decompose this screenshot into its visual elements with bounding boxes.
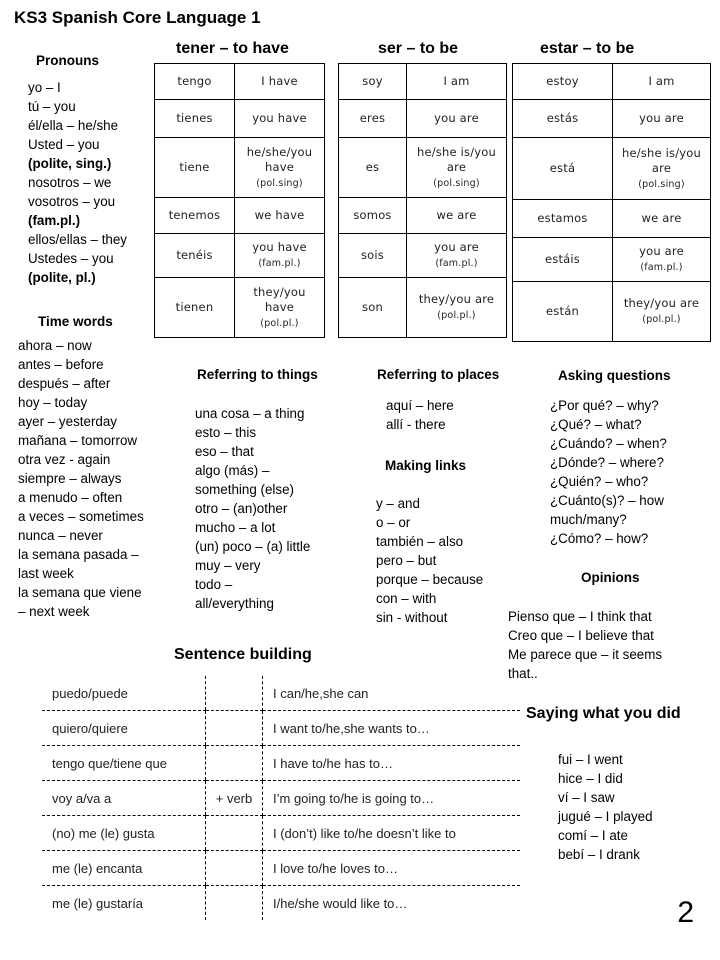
list-item: Creo que – I believe that	[508, 628, 654, 643]
english-phrase: I’m going to/he is going to…	[263, 781, 521, 816]
list-item: allí - there	[386, 417, 446, 432]
table-row	[339, 64, 507, 100]
usage-note: (pol.pl.)	[260, 317, 299, 329]
asking-questions-heading: Asking questions	[558, 368, 671, 383]
saying-did-list	[558, 750, 653, 864]
english-text: he/she is/you are	[621, 145, 702, 175]
list-item: nosotros – we	[28, 175, 112, 190]
list-item: una cosa – a thing	[195, 406, 305, 421]
list-item: nunca – never	[18, 528, 103, 543]
connector	[206, 851, 263, 886]
spanish-form: tienes	[155, 100, 235, 138]
list-item: (un) poco – (a) little	[195, 539, 311, 554]
tener-table	[154, 63, 325, 338]
list-item: ellos/ellas – they	[28, 232, 127, 247]
table-row	[42, 816, 520, 851]
english-text: he/she is/you are	[416, 144, 497, 174]
english-meaning	[407, 278, 507, 338]
spanish-form: sois	[339, 234, 407, 278]
spanish-form: son	[339, 278, 407, 338]
list-item: eso – that	[195, 444, 254, 459]
usage-note: (pol.pl.)	[642, 314, 681, 325]
english-meaning	[613, 138, 711, 200]
list-item: otro – (an)other	[195, 501, 288, 516]
table-row	[42, 851, 520, 886]
spanish-form: somos	[339, 198, 407, 234]
english-meaning	[235, 234, 325, 278]
english-text: we are	[436, 208, 477, 222]
list-item: ¿Quién? – who?	[550, 474, 649, 489]
table-row	[42, 711, 520, 746]
english-text: they/you are	[418, 292, 495, 306]
spanish-form: soy	[339, 64, 407, 100]
table-row	[339, 278, 507, 338]
spanish-form: estáis	[513, 238, 613, 282]
usage-note: (pol.sing)	[256, 177, 303, 189]
table-row	[155, 198, 325, 234]
list-item: Pienso que – I think that	[508, 609, 652, 624]
english-meaning	[235, 64, 325, 100]
list-item: comí – I ate	[558, 828, 628, 843]
list-item: ¿Qué? – what?	[550, 417, 642, 432]
english-text: you are	[639, 244, 684, 258]
english-phrase: I (don’t) like to/he doesn’t like to	[263, 816, 521, 851]
connector	[206, 746, 263, 781]
english-text: you are	[434, 240, 479, 254]
spanish-form: estamos	[513, 200, 613, 238]
list-item: fui – I went	[558, 752, 623, 767]
list-item: hice – I did	[558, 771, 623, 786]
table-row	[42, 781, 520, 816]
list-item: porque – because	[376, 572, 484, 587]
list-item: pero – but	[376, 553, 437, 568]
referring-places-list	[386, 396, 454, 434]
english-meaning	[613, 200, 711, 238]
spanish-form: tiene	[155, 138, 235, 198]
referring-things-list	[195, 404, 310, 613]
english-meaning	[235, 278, 325, 338]
english-text: you have	[252, 240, 307, 254]
table-row	[513, 238, 711, 282]
spanish-phrase: puedo/puede	[42, 676, 206, 711]
opinions-heading: Opinions	[581, 570, 640, 585]
table-row	[155, 100, 325, 138]
list-item: otra vez - again	[18, 452, 111, 467]
connector	[206, 676, 263, 711]
english-meaning	[407, 100, 507, 138]
usage-note: (pol.sing)	[433, 177, 480, 189]
estar-table	[512, 63, 711, 342]
english-text: we are	[641, 211, 682, 225]
english-phrase: I/he/she would like to…	[273, 895, 408, 911]
connector	[206, 711, 263, 746]
list-item: jugué – I played	[558, 809, 653, 824]
english-phrase: I want to/he,she wants to…	[263, 711, 521, 746]
usage-note: (pol.sing)	[638, 178, 685, 190]
time-words-list	[18, 336, 144, 621]
spanish-form: tenéis	[155, 234, 235, 278]
list-item: Ustedes – you	[28, 251, 114, 266]
spanish-phrase: me (le) encanta	[42, 851, 206, 886]
usage-note: (fam.pl.)	[640, 262, 683, 273]
spanish-phrase: quiero/quiere	[42, 711, 206, 746]
table-row	[513, 200, 711, 238]
spanish-form: es	[339, 138, 407, 198]
list-item: (polite, pl.)	[28, 270, 96, 285]
spanish-phrase: me (le) gustaría	[52, 895, 144, 911]
list-item: (fam.pl.)	[28, 213, 81, 228]
english-text: they/you have	[253, 284, 306, 314]
list-item: sin - without	[376, 610, 448, 625]
page-number: 2	[677, 896, 694, 929]
list-item: también – also	[376, 534, 464, 549]
time-words-heading: Time words	[38, 314, 113, 329]
table-row	[339, 234, 507, 278]
english-meaning	[613, 238, 711, 282]
list-item: siempre – always	[18, 471, 122, 486]
english-meaning	[407, 138, 507, 198]
connector: + verb	[206, 781, 263, 816]
table-row	[42, 886, 520, 921]
table-row	[513, 100, 711, 138]
list-item: la semana pasada –	[18, 547, 139, 562]
list-item: él/ella – he/she	[28, 118, 119, 133]
estar-heading: estar – to be	[540, 40, 635, 57]
spanish-phrase: (no) me (le) gusta	[42, 816, 206, 851]
list-item: – next week	[18, 604, 90, 619]
table-row	[513, 64, 711, 100]
saying-did-heading: Saying what you did	[526, 705, 681, 722]
english-meaning	[235, 100, 325, 138]
table-row	[339, 138, 507, 198]
spanish-phrase: tengo que/tiene que	[42, 746, 206, 781]
list-item: algo (más) –	[195, 463, 270, 478]
list-item: mucho – a lot	[195, 520, 276, 535]
list-item: Usted – you	[28, 137, 100, 152]
spanish-form: están	[513, 282, 613, 342]
english-text: I am	[648, 74, 675, 88]
english-phrase: I have to/he has to…	[263, 746, 521, 781]
english-text: they/you are	[623, 296, 700, 310]
table-row	[42, 746, 520, 781]
list-item: ¿Cuánto(s)? – how	[550, 493, 664, 508]
opinions-list	[508, 607, 662, 683]
english-meaning	[613, 64, 711, 100]
page-title: KS3 Spanish Core Language 1	[14, 8, 261, 27]
table-row	[513, 138, 711, 200]
english-phrase: I love to/he loves to…	[263, 851, 521, 886]
table-row	[513, 282, 711, 342]
english-text: you are	[434, 111, 479, 125]
list-item: Me parece que – it seems	[508, 647, 663, 662]
connector	[206, 816, 263, 851]
english-text: you are	[639, 111, 684, 125]
list-item: yo – I	[28, 80, 61, 95]
english-meaning	[407, 64, 507, 100]
connector	[206, 886, 263, 921]
asking-questions-list	[550, 396, 667, 548]
tener-heading: tener – to have	[176, 40, 289, 57]
spanish-form: está	[513, 138, 613, 200]
list-item: todo –	[195, 577, 233, 592]
list-item: (polite, sing.)	[28, 156, 112, 171]
list-item: hoy – today	[18, 395, 88, 410]
list-item: ayer – yesterday	[18, 414, 117, 429]
english-text: I am	[443, 74, 470, 88]
list-item: ahora – now	[18, 338, 92, 353]
referring-places-heading: Referring to places	[377, 367, 500, 382]
list-item: all/everything	[195, 596, 274, 611]
spanish-form: estás	[513, 100, 613, 138]
spanish-form: estoy	[513, 64, 613, 100]
english-meaning	[235, 198, 325, 234]
english-text: we have	[254, 208, 305, 222]
list-item: much/many?	[550, 512, 627, 527]
list-item: ¿Dónde? – where?	[550, 455, 664, 470]
english-phrase: I can/he,she can	[263, 676, 521, 711]
referring-things-heading: Referring to things	[197, 367, 318, 382]
list-item: aquí – here	[386, 398, 454, 413]
list-item: bebí – I drank	[558, 847, 640, 862]
english-meaning	[407, 198, 507, 234]
list-item: ¿Cómo? – how?	[550, 531, 649, 546]
table-row	[339, 100, 507, 138]
list-item: esto – this	[195, 425, 257, 440]
ser-table	[338, 63, 507, 338]
spanish-form: tenemos	[155, 198, 235, 234]
english-text: you have	[252, 111, 307, 125]
table-row	[155, 64, 325, 100]
table-row	[339, 198, 507, 234]
list-item: o – or	[376, 515, 411, 530]
list-item: ¿Cuándo? – when?	[550, 436, 667, 451]
list-item: a veces – sometimes	[18, 509, 144, 524]
spanish-form: tengo	[155, 64, 235, 100]
english-text: he/she/you have	[246, 144, 313, 174]
list-item: muy – very	[195, 558, 261, 573]
table-row	[155, 234, 325, 278]
usage-note: (fam.pl.)	[435, 258, 478, 269]
list-item: something (else)	[195, 482, 294, 497]
list-item: that..	[508, 666, 538, 681]
list-item: last week	[18, 566, 74, 581]
ser-heading: ser – to be	[378, 40, 459, 57]
spanish-phrase: voy a/va a	[42, 781, 206, 816]
making-links-list	[376, 494, 483, 627]
list-item: antes – before	[18, 357, 104, 372]
list-item: ¿Por qué? – why?	[550, 398, 659, 413]
spanish-form: eres	[339, 100, 407, 138]
making-links-heading: Making links	[385, 458, 467, 473]
english-text: I have	[261, 74, 298, 88]
list-item: mañana – tomorrow	[18, 433, 138, 448]
list-item: con – with	[376, 591, 437, 606]
usage-note: (fam.pl.)	[258, 258, 301, 269]
list-item: vosotros – you	[28, 194, 116, 209]
english-meaning	[613, 282, 711, 342]
spanish-form: tienen	[155, 278, 235, 338]
english-meaning	[613, 100, 711, 138]
pronouns-list	[28, 78, 127, 287]
sentence-building-table	[42, 676, 520, 920]
sentence-building-heading: Sentence building	[174, 646, 312, 663]
list-item: y – and	[376, 496, 420, 511]
list-item: después – after	[18, 376, 111, 391]
table-row	[155, 278, 325, 338]
table-row	[155, 138, 325, 198]
list-item: la semana que viene	[18, 585, 142, 600]
usage-note: (pol.pl.)	[437, 310, 476, 321]
list-item: tú – you	[28, 99, 76, 114]
list-item: ví – I saw	[558, 790, 615, 805]
english-meaning	[235, 138, 325, 198]
pronouns-heading: Pronouns	[36, 53, 99, 68]
english-meaning	[407, 234, 507, 278]
list-item: a menudo – often	[18, 490, 123, 505]
table-row	[42, 676, 520, 711]
